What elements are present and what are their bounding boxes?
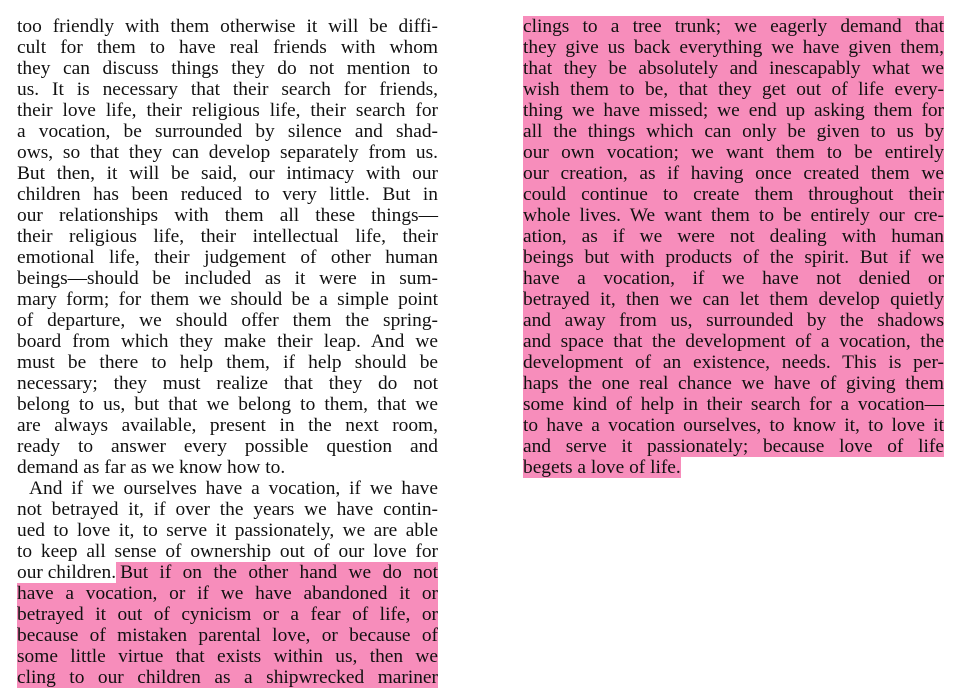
text-line: us. It is necessary that their search for friends, (17, 79, 438, 100)
text-line: necessary; they must realize that they do not (17, 373, 438, 394)
text-line: their religious life, their intellectual life, their (17, 226, 438, 247)
text-line: must be there to help them, if help should be (17, 352, 438, 373)
highlighted-line[interactable]: development of an existence, needs. This is per- (523, 352, 944, 373)
highlighted-line[interactable]: cling to our children as a shipwrecked mariner (17, 667, 438, 688)
text-line: children has been reduced to very little. But in (17, 184, 438, 205)
plain-text-segment: our children. (17, 562, 117, 583)
text-line: too friendly with them otherwise it will be diffi- (17, 16, 438, 37)
text-line: they can discuss things they do not mention to (17, 58, 438, 79)
text-line: a vocation, be surrounded by silence and shad- (17, 121, 438, 142)
text-line: emotional life, their judgement of other human (17, 247, 438, 268)
text-line: to keep all sense of ownership out of our love for (17, 541, 438, 562)
highlighted-line[interactable]: haps the one real chance we have of giving them (523, 373, 944, 394)
text-line: ows, so that they can develop separately from us. (17, 142, 438, 163)
highlighted-line[interactable]: have a vocation, if we have not denied or (523, 268, 944, 289)
highlighted-line[interactable]: some kind of help in their search for a vocation— (523, 394, 944, 415)
highlighted-line[interactable]: wish them to be, that they get out of life every- (523, 79, 944, 100)
text-line: beings—should be included as it were in sum- (17, 268, 438, 289)
highlighted-line[interactable]: whole lives. We want them to be entirely our cre- (523, 205, 944, 226)
right-column (523, 16, 944, 478)
text-line: their love life, their religious life, their search for (17, 100, 438, 121)
text-line: our relationships with them all these things— (17, 205, 438, 226)
highlighted-line[interactable]: could continue to create them throughout their (523, 184, 944, 205)
highlighted-line[interactable]: and space that the development of a vocation, the (523, 331, 944, 352)
text-line: are always available, present in the next room, (17, 415, 438, 436)
highlighted-line[interactable]: to have a vocation ourselves, to know it, to love it (523, 415, 944, 436)
highlighted-line[interactable]: beings but with products of the spirit. But if we (523, 247, 944, 268)
text-line: ued to love it, to serve it passionately, we are able (17, 520, 438, 541)
highlighted-line[interactable]: thing we have missed; we end up asking them for (523, 100, 944, 121)
highlighted-line[interactable]: all the things which can only be given to us by (523, 121, 944, 142)
highlighted-line[interactable]: our own vocation; we want them to be entirely (523, 142, 944, 163)
paragraph-end-line: demand as far as we know how to. (17, 457, 286, 478)
highlighted-line[interactable]: that they be absolutely and inescapably what we (523, 58, 944, 79)
highlighted-line[interactable]: and away from us, surrounded by the shadows (523, 310, 944, 331)
text-line: not betrayed it, if over the years we have contin- (17, 499, 438, 520)
highlighted-line[interactable]: ation, as if we were not dealing with human (523, 226, 944, 247)
highlighted-line[interactable]: clings to a tree trunk; we eagerly demand that (523, 16, 944, 37)
highlighted-line[interactable]: they give us back everything we have given them, (523, 37, 944, 58)
text-line: belong to us, but that we belong to them, that we (17, 394, 438, 415)
highlighted-line[interactable]: begets a love of life. (523, 457, 681, 478)
highlighted-line[interactable]: betrayed it out of cynicism or a fear of life, or (17, 604, 438, 625)
text-line: cult for them to have real friends with whom (17, 37, 438, 58)
highlighted-line[interactable]: because of mistaken parental love, or because of (17, 625, 438, 646)
text-line: mary form; for them we should be a simple point (17, 289, 438, 310)
text-line: But then, it will be said, our intimacy with our (17, 163, 438, 184)
text-line: board from which they make their leap. And we (17, 331, 438, 352)
left-column (17, 16, 438, 688)
highlighted-line[interactable]: our creation, as if having once created them we (523, 163, 944, 184)
split-highlight-line (17, 562, 438, 583)
paragraph-start-line: And if we ourselves have a vocation, if we have (29, 478, 438, 499)
highlighted-line[interactable]: and serve it passionately; because love of life (523, 436, 944, 457)
highlighted-line[interactable]: some little virtue that exists within us, then we (17, 646, 438, 667)
highlighted-line[interactable]: have a vocation, or if we have abandoned it or (17, 583, 438, 604)
text-line: of departure, we should offer them the spring- (17, 310, 438, 331)
highlighted-text-segment[interactable]: But if on the other hand we do not (116, 562, 438, 583)
highlighted-line[interactable]: betrayed it, then we can let them develop quietly (523, 289, 944, 310)
text-line: ready to answer every possible question and (17, 436, 438, 457)
